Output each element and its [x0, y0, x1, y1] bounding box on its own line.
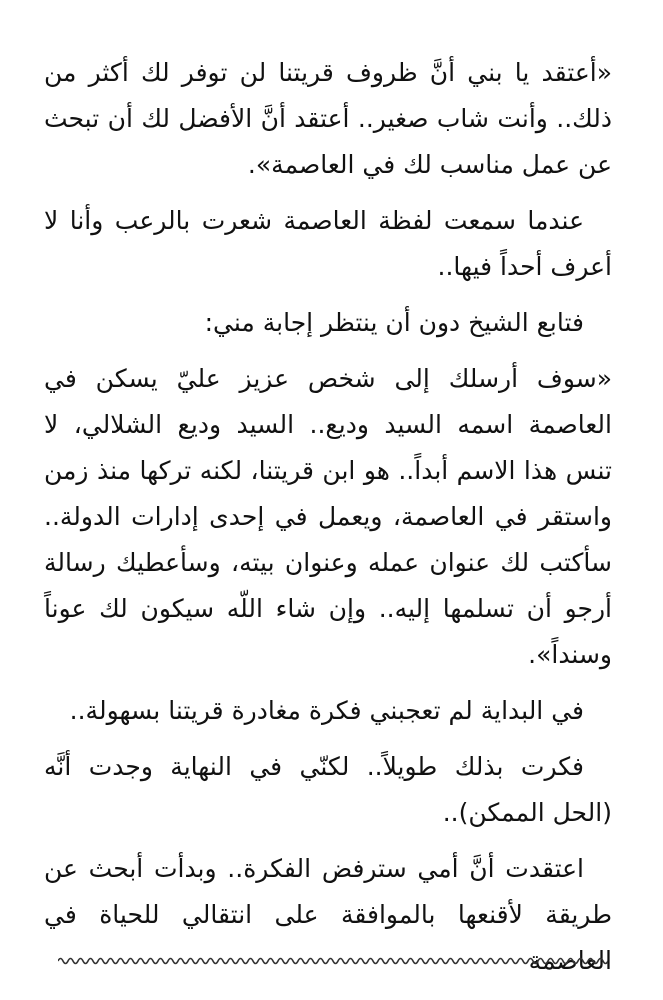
- paragraph-1: «أعتقد يا بني أنَّ ظروف قريتنا لن توفر لك أكثر من ذلك.. وأنت شاب صغير.. أعتقد أنَّ الأفضل لك أن تبحث عن عمل مناسب لك في العاصمة».: [44, 58, 612, 179]
- page-body-text: [44, 50, 612, 994]
- paragraph-6: فكرت بذلك طويلاً.. لكنّي في النهاية وجدت أنَّه (الحل الممكن)..: [44, 752, 612, 827]
- paragraph-4: «سوف أرسلك إلى شخص عزيز عليّ يسكن في العاصمة اسمه السيد وديع.. السيد وديع الشلالي، لا تنس هذا الاسم أبداً.. هو ابن قريتنا، لكنه تركها منذ زمن واستقر في العاصمة، ويعمل في إحدى إدارات الدولة.. سأكتب لك عنوان عمله وعنوان بيته، وسأعطيك رسالة أرجو أن تسلمها إليه.. وإن شاء اللّه سيكون لك عوناً وسنداً».: [44, 364, 612, 669]
- paragraph-5: في البداية لم تعجبني فكرة مغادرة قريتنا بسهولة..: [69, 696, 584, 725]
- wavy-divider: [58, 954, 608, 968]
- paragraph-7: اعتقدت أنَّ أمي سترفض الفكرة.. وبدأت أبحث عن طريقة لأقنعها بالموافقة على انتقالي للحياة في العاصمة: [44, 854, 612, 975]
- paragraph-2: عندما سمعت لفظة العاصمة شعرت بالرعب وأنا لا أعرف أحداً فيها..: [44, 206, 612, 281]
- paragraph-3: فتابع الشيخ دون أن ينتظر إجابة مني:: [204, 308, 584, 337]
